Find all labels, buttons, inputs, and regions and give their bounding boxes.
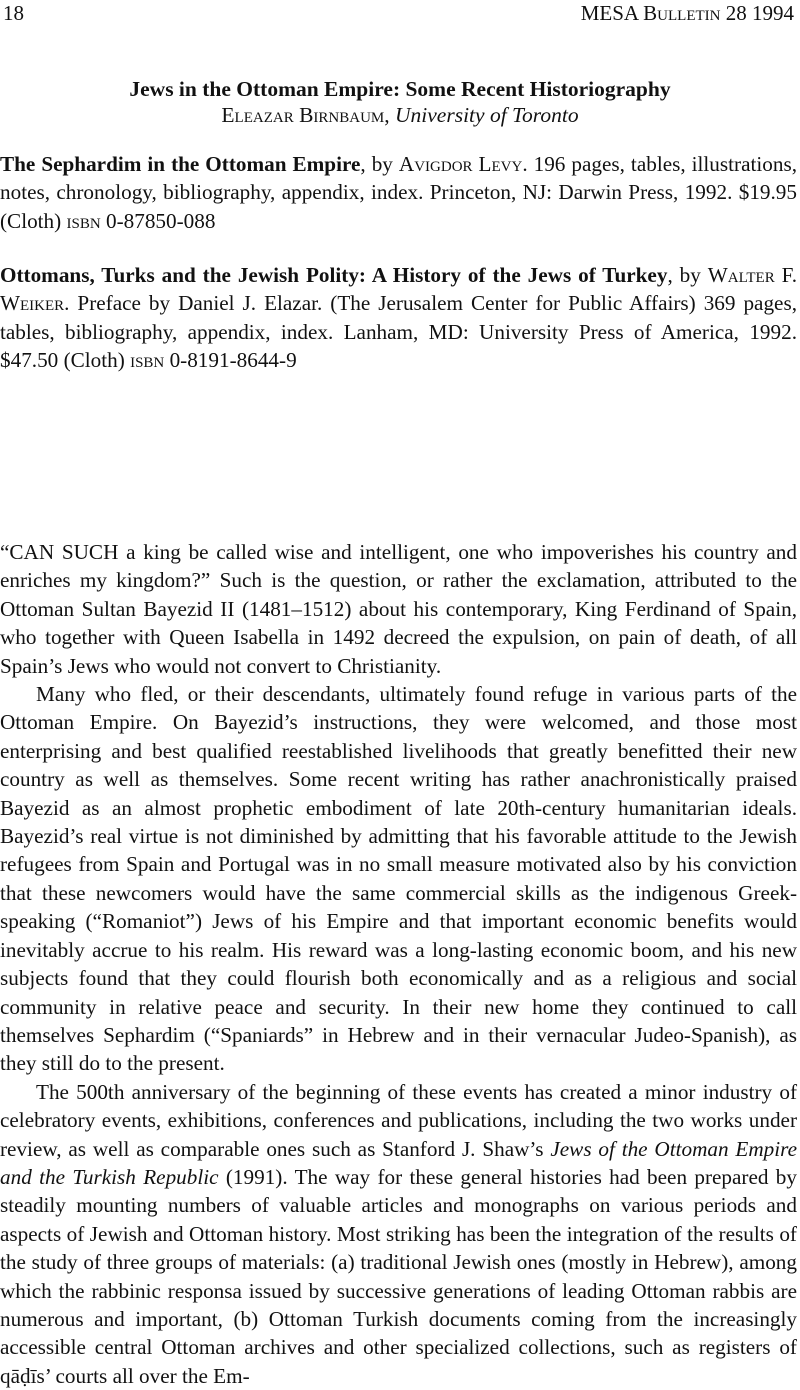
article-byline [0, 102, 800, 128]
page-number: 18 [3, 1, 24, 25]
article-heading [0, 76, 800, 128]
body-text-span: (1991). The way for these general histories had been prepared by steadily mounting numbers of valuable articles and monographs on various periods and aspects of Jewish and Ottoman history. Most striking has been the integration of the results of the study of three groups of materials: (a) traditional Jewish ones (mostly in Hebrew), among which the rabbinic responsa issued by successive generations of leading Ottoman rabbis are numerous and important, (b) Ottoman Turkish documents coming from the increasingly accessible central Ottoman archives and other specialized collections, such as registers of qāḍīs’ courts all over the Em- [0, 1164, 797, 1388]
body-paragraph: Many who fled, or their descendants, ultimately found refuge in various parts of the Ottoman Empire. On Bayezid’s instructions, they were welcomed, and those most enterprising and best qualified reestablished livelihoods that greatly benefitted their new country as well as themselves. Some recent writing has rather anachronistically praised Bayezid as an almost prophetic embodiment of late 20th-century humanitarian ideals. Bayezid’s real virtue is not diminished by admitting that his favorable attitude to the Jewish refugees from Spain and Portugal was in no small measure motivated also by his conviction that these newcomers would have the same commercial skills as the indigenous Greek-speaking (“Romaniot”) Jews of his Empire and that important economic benefits would inevitably accrue to his realm. His reward was a long-lasting economic boom, and his new subjects found that they could flourish both economically and as a religious and social community in relative peace and security. In their new home they continued to call themselves Sephardim (“Spaniards” in Hebrew and in their vernacular Judeo-Spanish), as they still do to the present. [0, 682, 797, 1076]
article-title: Jews in the Ottoman Empire: Some Recent Historiography [129, 77, 671, 101]
review-by: , by [360, 152, 399, 176]
review-isbn: 0-8191-8644-9 [164, 348, 297, 373]
review-details: . 196 pages, tables, illustrations, notes, chronology, bibliography, appendix, index. Princeton, NJ: Darwin Press, 1992. $19.95 (Cloth) [0, 152, 797, 233]
review-entry-1 [0, 150, 797, 235]
review-isbn: 0-87850-088 [100, 208, 216, 233]
review-entry-2 [0, 261, 797, 375]
review-by: , by [667, 263, 708, 287]
review-author: Walter F. Weiker [0, 263, 797, 316]
running-header [3, 1, 794, 29]
review-author: Avigdor Levy [398, 152, 523, 176]
journal-name: MESA Bulletin 28 1994 [580, 1, 794, 25]
body-text-span: The 500th anniversary of the beginning of these events has created a minor industry of celebratory events, exhibitions, conferences and publications, including the two works under review, as well as comparable ones such as Stanford J. Shaw’s [0, 1079, 797, 1161]
review-isbn-label: isbn [130, 348, 165, 373]
review-book-title: Ottomans, Turks and the Jewish Polity: A History of the Jews of Turkey [0, 263, 668, 287]
review-details: . Preface by Daniel J. Elazar. (The Jerusalem Center for Public Affairs) 369 pages, tables, bibliography, appendix, index. Lanham, MD: University Press of America, 1992. $47.50 (Cloth) [0, 291, 797, 373]
cited-book-title: Jews of the Ottoman Empire and the Turkish Republic [0, 1136, 797, 1189]
review-isbn-label: isbn [66, 208, 101, 233]
article-author: Eleazar Birnbaum, [221, 103, 390, 127]
review-book-title: The Sephardim in the Ottoman Empire [0, 152, 361, 176]
body-paragraph [0, 1078, 797, 1390]
article-body [0, 538, 797, 1390]
article-affiliation: University of Toronto [395, 103, 579, 127]
body-paragraph: “CAN SUCH a king be called wise and intelligent, one who impoverishes his country and enriches my kingdom?” Such is the question, or rather the exclamation, attributed to the Ottoman Sultan Bayezid II (1481–1512) about his contemporary, King Ferdinand of Spain, who together with Queen Isabella in 1492 decreed the expulsion, on pain of death, of all Spain’s Jews who would not convert to Christianity. [0, 540, 797, 678]
